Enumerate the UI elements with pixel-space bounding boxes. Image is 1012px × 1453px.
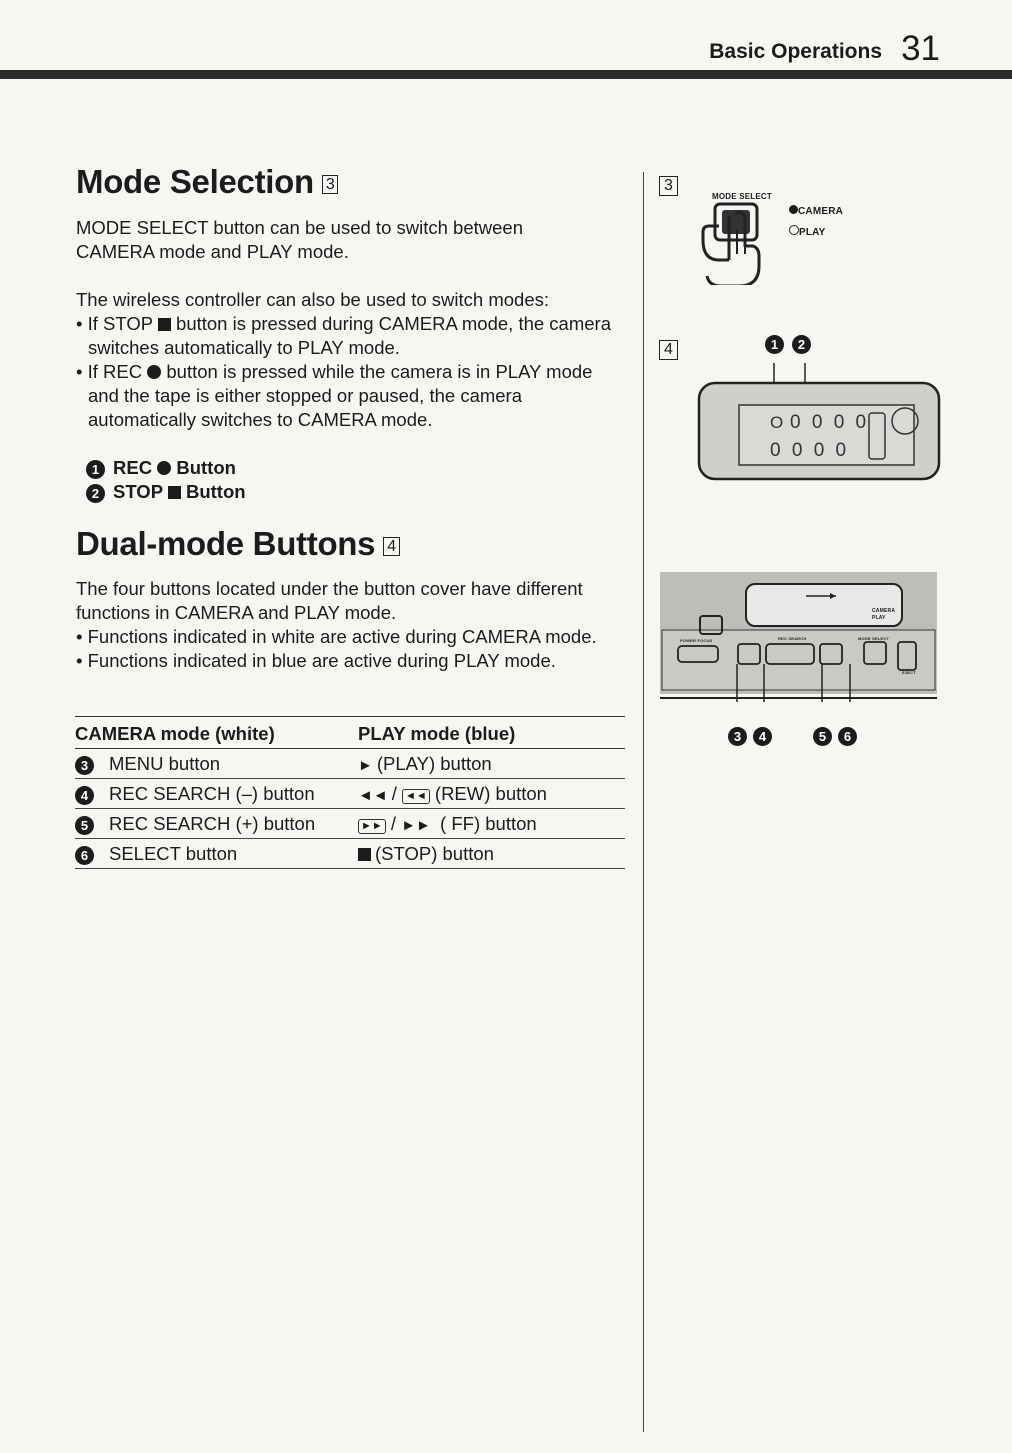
figure4-ref: 4 [659,340,678,360]
stop-square-icon [158,318,171,331]
callout-number: 4 [753,727,772,746]
hollow-dot-icon [789,225,799,235]
camera-function: REC SEARCH (+) button [109,813,316,834]
table-cell-play: ◄◄ / ◄◄ (REW) button [358,779,625,809]
table-cell-camera [75,839,358,869]
callout-stop [86,480,246,504]
dual-mode-heading [76,525,400,563]
row-number: 4 [75,786,94,805]
bullet-stop-post: button is pressed during CAMERA mode, the camera switches automatically to PLAY mode. [88,313,611,358]
callout-number: 6 [838,727,857,746]
bullet-blue-text: Functions indicated in blue are active during PLAY mode. [87,650,556,671]
stop-square-icon [358,848,371,861]
camera-function: REC SEARCH (–) button [109,783,315,804]
figure5-callouts-left [728,727,780,746]
fast-forward-box-icon: ►► [358,819,386,834]
table-header: CAMERA mode (white) [75,717,358,749]
fast-forward-icon: ►► [401,817,431,834]
callout-number: 5 [813,727,832,746]
figure3-ref: 3 [659,176,678,196]
callout-label: REC [113,457,153,478]
figure5-callouts-right [813,727,865,746]
bullet-rec: • If REC button is pressed while the camera is in PLAY mode and the tape is either stopped or paused, the camera automatically switches to CAMERA mode. [76,361,593,430]
row-number: 6 [75,846,94,865]
play-function: (STOP) button [375,843,494,864]
figure4-callouts [765,335,819,354]
panel-rec-search-label: REC SEARCH [778,636,807,641]
callout-list [86,456,246,504]
table-cell-camera [75,749,358,779]
rec-dot-icon [147,365,161,379]
page-number: 31 [901,29,940,68]
table-cell-camera [75,779,358,809]
row-number: 5 [75,816,94,835]
stop-square-icon [168,486,181,499]
table-cell-play [358,839,625,869]
wireless-intro: The wireless controller can also be used to switch modes: [76,289,549,310]
mode-selection-title: Mode Selection [76,163,314,200]
table-row [75,839,625,869]
callout-number: 1 [86,460,105,479]
bullet-stop-pre: If STOP [87,313,153,334]
callout-number: 2 [86,484,105,503]
dual-mode-title: Dual-mode Buttons [76,525,376,562]
figure3-mode-select-label: MODE SELECT [712,192,772,201]
remote-rec-button: O [770,413,784,432]
play-function: (REW) button [434,783,547,804]
remote-button-row-bottom: 0 0 0 0 [770,440,850,461]
table-cell-play: ►► / ►► ( FF) button [358,809,625,839]
play-function: ( FF) button [440,813,537,834]
rec-dot-icon [157,461,171,475]
camera-label: CAMERA [798,206,844,217]
panel-eject-label: EJECT [902,670,916,675]
panel-mode-select-label: MODE SELECT [858,636,890,641]
play-label: PLAY [799,227,826,238]
callout-number: 3 [728,727,747,746]
rewind-icon: ◄◄ [358,787,388,804]
figure3-camera-indicator [789,205,843,217]
dual-mode-text [76,577,621,673]
camera-function: MENU button [109,753,221,774]
panel-play-label: PLAY [872,615,886,621]
table-row [75,749,625,779]
bullet-stop: • If STOP button is pressed during CAMERA mode, the camera switches automatically to PLAY mode. [76,313,611,358]
table-cell-play [358,749,625,779]
play-function: (PLAY) button [376,753,492,774]
callout-number: 1 [765,335,784,354]
table-header-row [75,717,625,749]
figure3-play-indicator [789,225,826,238]
filled-dot-icon [789,205,798,214]
callout-suffix: Button [185,481,246,502]
panel-power-focus-label: POWER FOCUS [680,638,713,643]
table-row [75,779,625,809]
bullet-white: • Functions indicated in white are active during CAMERA mode. [76,626,597,647]
callout-rec [86,456,246,480]
remote-button-row-top: 0 0 0 0 [790,412,870,433]
callout-number: 2 [792,335,811,354]
bullet-white-text: Functions indicated in white are active during CAMERA mode. [87,626,597,647]
play-icon: ► [358,757,373,774]
dual-mode-intro: The four buttons located under the button cover have different functions in CAMERA and PLAY mode. [76,578,583,623]
wireless-section [76,288,621,432]
bullet-blue: • Functions indicated in blue are active during PLAY mode. [76,650,556,671]
hand-pressing-button-illustration [695,200,775,285]
bullet-rec-post: button is pressed while the camera is in PLAY mode and the tape is either stopped or paused, the camera automatically switches to CAMERA mode. [88,361,593,430]
running-header-section: Basic Operations [709,40,882,63]
bullet-rec-pre: If REC [87,361,143,382]
figure-ref-4: 4 [383,537,400,556]
camera-function: SELECT button [109,843,238,864]
modes-table [75,716,625,869]
column-divider [643,172,644,1432]
row-number: 3 [75,756,94,775]
header-rule [0,70,1012,79]
callout-label: STOP [113,481,163,502]
rewind-box-icon: ◄◄ [402,789,430,804]
table-header: PLAY mode (blue) [358,717,625,749]
table-row [75,809,625,839]
mode-selection-heading [76,163,338,201]
mode-selection-intro: MODE SELECT button can be used to switch between CAMERA mode and PLAY mode. [76,217,523,262]
figure-ref-3: 3 [322,175,339,194]
table-cell-camera [75,809,358,839]
panel-camera-label: CAMERA [872,608,896,614]
callout-suffix: Button [176,457,236,478]
